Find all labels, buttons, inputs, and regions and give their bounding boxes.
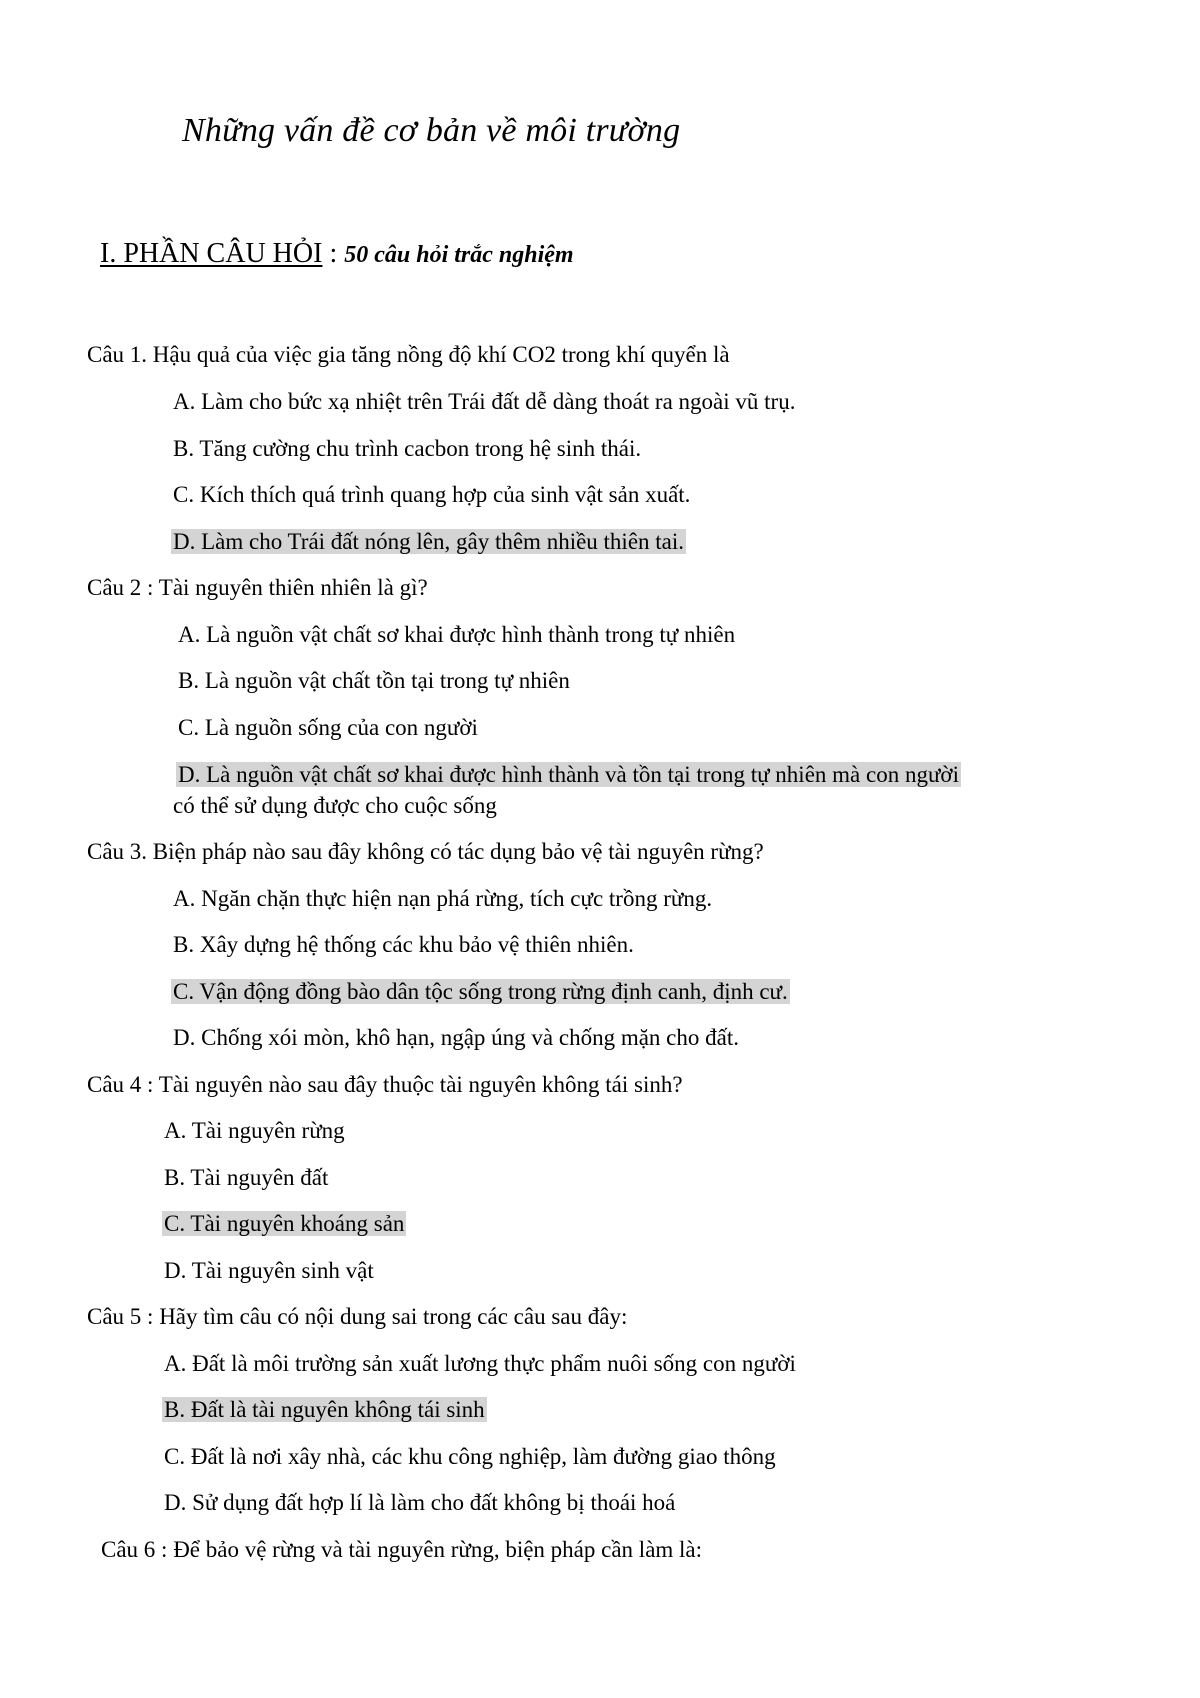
question-5-option-b-answer: B. Đất là tài nguyên không tái sinh (164, 1397, 485, 1422)
question-2-text: Câu 2 : Tài nguyên thiên nhiên là gì? (87, 575, 428, 600)
question-1-option-c: C. Kích thích quá trình quang hợp của sinh vật sản xuất. (173, 482, 691, 507)
question-1-option-a: A. Làm cho bức xạ nhiệt trên Trái đất dễ dàng thoát ra ngoài vũ trụ. (173, 389, 796, 414)
question-4-option-a: A. Tài nguyên rừng (164, 1118, 345, 1143)
question-5-option-a: A. Đất là môi trường sản xuất lương thực phẩm nuôi sống con người (164, 1351, 796, 1376)
question-3-option-b: B. Xây dựng hệ thống các khu bảo vệ thiên nhiên. (173, 932, 634, 957)
question-5-option-c: C. Đất là nơi xây nhà, các khu công nghiệp, làm đường giao thông (164, 1444, 776, 1469)
section-heading (100, 238, 574, 270)
question-5-text: Câu 5 : Hãy tìm câu có nội dung sai trong các câu sau đây: (87, 1304, 628, 1329)
section-heading-label: I. PHẦN CÂU HỎI (100, 238, 323, 269)
question-4-option-b: B. Tài nguyên đất (164, 1165, 329, 1190)
question-2-option-a: A. Là nguồn vật chất sơ khai được hình thành trong tự nhiên (178, 622, 736, 647)
question-1-option-d-answer: D. Làm cho Trái đất nóng lên, gây thêm nhiều thiên tai. (173, 529, 685, 554)
question-4-text: Câu 4 : Tài nguyên nào sau đây thuộc tài nguyên không tái sinh? (87, 1072, 683, 1097)
question-2-option-b: B. Là nguồn vật chất tồn tại trong tự nhiên (178, 668, 570, 693)
question-3-text: Câu 3. Biện pháp nào sau đây không có tác dụng bảo vệ tài nguyên rừng? (87, 839, 764, 864)
question-4-option-d: D. Tài nguyên sinh vật (164, 1258, 374, 1283)
section-heading-separator: : (322, 238, 345, 269)
question-5-option-d: D. Sử dụng đất hợp lí là làm cho đất không bị thoái hoá (164, 1490, 676, 1515)
document-title: Những vấn đề cơ bản về môi trường (182, 112, 681, 149)
question-1-option-b: B. Tăng cường chu trình cacbon trong hệ sinh thái. (173, 436, 642, 461)
question-6-text: Câu 6 : Để bảo vệ rừng và tài nguyên rừng, biện pháp cần làm là: (101, 1537, 703, 1562)
question-3-option-d: D. Chống xói mòn, khô hạn, ngập úng và chống mặn cho đất. (173, 1025, 739, 1050)
question-2-option-d-answer: D. Là nguồn vật chất sơ khai được hình thành và tồn tại trong tự nhiên mà con người (178, 762, 959, 787)
question-3-option-a: A. Ngăn chặn thực hiện nạn phá rừng, tích cực trồng rừng. (173, 886, 713, 911)
question-2-option-d-continuation: có thể sử dụng được cho cuộc sống (173, 793, 497, 818)
question-1-text: Câu 1. Hậu quả của việc gia tăng nồng độ khí CO2 trong khí quyển là (87, 342, 730, 367)
question-3-option-c-answer: C. Vận động đồng bào dân tộc sống trong rừng định canh, định cư. (173, 979, 788, 1004)
question-2-option-c: C. Là nguồn sống của con người (178, 715, 478, 740)
section-heading-subtitle: 50 câu hỏi trắc nghiệm (344, 242, 574, 268)
question-4-option-c-answer: C. Tài nguyên khoáng sản (164, 1211, 405, 1236)
